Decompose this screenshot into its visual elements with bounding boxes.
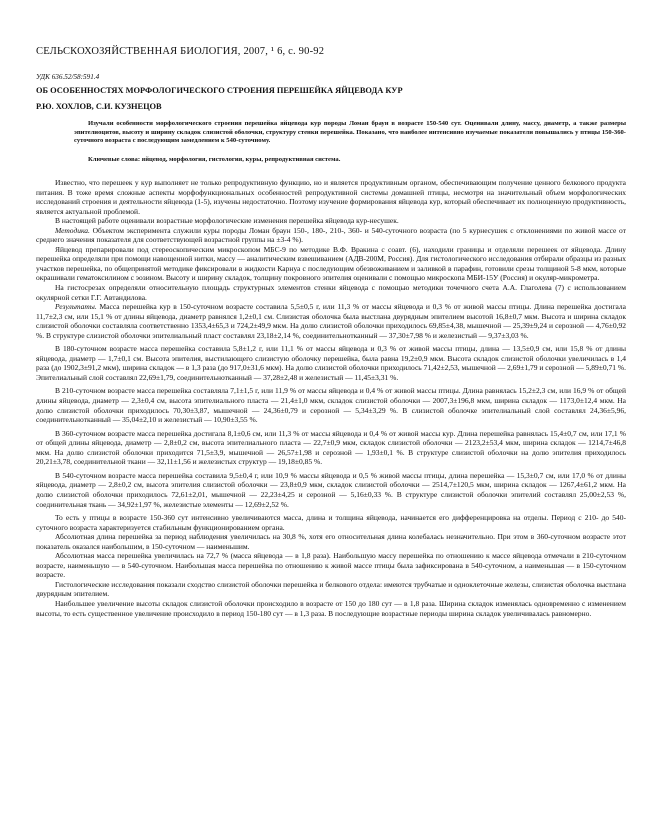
journal-header: СЕЛЬСКОХОЗЯЙСТВЕННАЯ БИОЛОГИЯ, 2007, ¹ 6, с. 90-92 (36, 46, 325, 57)
paragraph-aim: В настоящей работе оценивали возрастные морфологические изменения перешейка яйцевода кур-несушек. (55, 216, 399, 226)
paragraph-intro: Известно, что перешеек у кур выполняет не только репродуктивную функцию, но и является продуктивным органом, обеспечивающим получение ценного белкового продукта питания. В тоже время сложные аспекты морфофункциональных особенностей репродуктивной системы домашней птицы, несмотря на значительный объем морфологических исследований строения и деятельности яйцевода (1-5), изучены недостаточно. Поэтому изучение формирования яйцевода кур, который обеспечивает их полноценную продуктивность, является актуальной проблемой. (36, 178, 626, 216)
paragraph-results-360: В 360-суточном возрасте масса перешейка достигала 8,1±0,6 см, или 11,3 % от массы яйцевода и 0,4 % от живой массы кур. Длина перешейка равнялась 15,4±0,7 см, или 17,1 % от общей длины яйцевода, диаметр — 2,8±0,2 см, высота эпителиального пласта — 22,7±0,9 мкм, складок слизистой оболочки — 2123,2±53,4 мкм, ширина складок — 1214,7±46,8 мкм. На долю слизистой оболочки приходится 71,5±3,9, мышечной — 26,57±1,98 и серозной — 1,93±0,1 %. В структуре слизистой оболочки на долю эпителия приходилось 20,21±3,78, соединительной ткани — 32,11±1,56 и железистых структур — 19,18±0,85 %. (36, 428, 626, 467)
paragraph-results-150 (36, 302, 626, 340)
article-abstract: Изучали особенности морфологического строения перешейка яйцевода кур породы Ломан браун в возрасте 150-540 сут. Оценивали длину, массу, диаметр, а также размеры эпителиоцитов, высоту и ширину складок слизистой оболочки, структуру стенки перешейка. Показано, что наиболее интенсивно изучаемые показатели повышались у птицы 150-360-суточного возраста с последующим замедлением к 540-суточному. (74, 120, 626, 145)
udk-code: УДК 636.52/58:591.4 (36, 73, 100, 81)
article-authors: Р.Ю. ХОХЛОВ, С.И. КУЗНЕЦОВ (36, 102, 162, 111)
paragraph-preparation: Яйцевод препарировали под стереоскопическим микроскопом МБС-9 по методике В.Ф. Вракина с соавт. (6), находили границы и отделяли перешеек от яйцевода. Длину перешейка определяли при помощи навощенной нитки, массу — аналитическим взвешиванием (АДВ-200М, Россия). Для гистологического исследования отбирали образцы из разных участков перешейка, по общепринятой методике фиксировали в жидкости Карнуа с последующим обезвоживанием и заливкой в парафин, готовили срезы толщиной 5-8 мкм, которые окрашивали гематоксилином с эозином. Высоту и ширину складок, толщину покровного эпителия оценивали с помощью микроскопа МБИ-15У (Россия) и окуляр-микрометра. (36, 244, 626, 283)
article-title: ОБ ОСОБЕННОСТЯХ МОРФОЛОГИЧЕСКОГО СТРОЕНИЯ ПЕРЕШЕЙКА ЯЙЦЕВОДА КУР (36, 86, 403, 95)
paragraph-folds: Наибольшее увеличение высоты складок слизистой оболочки происходило в возрасте от 150 до 180 сут — в 1,8 раза. Ширина складок изменялась одновременно с изменением высоты, то есть существенное увеличение происходило в период 150-180 сут — в 1,3 раза. В последующие возрастные периоды ширина складок увеличивалась равномерно. (36, 598, 626, 618)
article-keywords: Ключевые слова: яйцевод, морфология, гистология, куры, репродуктивная система. (88, 156, 341, 163)
paragraph-results-210: В 210-суточном возрасте масса перешейка составляла 7,1±1,5 г, или 11,9 % от массы яйцевода и 0,4 % от живой массы птицы. Длина равнялась 15,2±2,3 см, или 16,9 % от общей длины яйцевода, диаметр — 2,3±0,4 см, высота эпителиального пласта — 21,4±1,0 мкм, складок слизистой оболочки — 2007,3±196,8 мкм, ширина складок — 1173,0±12,4 мкм. На долю слизистой оболочки приходилось 70,30±3,87, мышечной — 24,36±0,79 и серозной — 5,34±3,29 %. В слизистой оболочке эпителиальный слой составлял 24,36±5,96, соединительнотканный — 35,04±2,10 и железистый — 10,90±3,55 %. (36, 386, 626, 425)
section-label-results: Результаты. (55, 302, 97, 312)
paragraph-methods (36, 226, 626, 245)
article-body (36, 174, 626, 618)
section-label-methods: Методика. (55, 225, 90, 235)
paragraph-histology-results: Гистологические исследования показали сходство слизистой оболочки перешейка и белкового отдела: имеются трубчатые и одноклеточные железы, слизистая оболочка выстлана двурядным эпителием. (36, 579, 626, 599)
paragraph-results-180: В 180-суточном возрасте масса перешейка составила 5,8±1,2 г, или 11,1 % от массы яйцевода и 0,3 % от живой массы птицы, длина — 13,5±0,9 см, или 15,8 % от длины яйцевода, диаметр — 1,7±0,1 см. Высота эпителия, выстилающего слизистую оболочку перешейка, была равна 19,2±0,9 мкм. Высота складок слизистой оболочки увеличилась в 1,4 раза (до 1902,3±91,2 мкм), ширина складок — в 1,3 раза (до 917,0±31,6 мкм). На долю слизистой оболочки приходилось 71,42±2,53, мышечной — 2,69±1,79 и серозной — 5,89±0,71 %. Эпителиальный слой составлял 22,69±1,79, соединительнотканный — 37,28±2,48 и железистый — 11,45±3,31 %. (36, 344, 626, 382)
paragraph-histology: На гистосрезах определяли относительную площадь структурных элементов стенки яйцевода с помощью методики точечного счета А.А. Глаголева (7) с использованием окулярной сетки Г.Г. Автандилова. (36, 283, 626, 302)
paragraph-mass: Абсолютная масса перешейка увеличилась на 72,7 % (масса яйцевода — в 1,8 раза). Наибольшую массу перешейка по отношению к массе яйцевода отмечали в 210-суточном возрасте, наименьшую — в 540-суточном. Наибольшая масса перешейка по отношению к живой массе птицы была зафиксирована в 540-суточном, а наименьшая — в 150-суточном возрасте. (36, 551, 626, 580)
paragraph-results-540: В 540-суточном возрасте масса перешейка составила 9,5±0,4 г, или 10,9 % массы яйцевода и 0,5 % живой массы птицы, длина перешейка — 15,3±0,7 см, или 17,0 % от длины яйцевода, диаметр — 2,8±0,2 см, высота эпителия слизистой оболочки — 23,8±0,9 мкм, складок слизистой оболочки — 2514,7±120,5 мкм, ширина складок — 1267,4±61,2 мкм. На долю слизистой оболочки приходилось 72,61±2,01, мышечной — 22,23±4,25 и серозной — 5,16±0,33 %. В структуре слизистой оболочки эпителий составлял 25,00±2,53 %, соединительная ткань — 34,92±1,97 %, железистые элементы — 12,69±2,52 %. (36, 470, 626, 509)
paragraph-conclusion-growth: То есть у птицы в возрасте 150-360 сут интенсивно увеличиваются масса, длина и толщина яйцевода, начинается его дифференцировка на отделы. Период с 210- до 540-суточного возраста характеризуется стабильным функционированием органа. (36, 513, 626, 532)
paragraph-length: Абсолютная длина перешейка за период наблюдения увеличилась на 30,8 %, хотя его относительная длина колебалась незначительно. При этом в 360-суточном возрасте этот показатель оказался наибольшим, в 150-суточном — наименьшим. (36, 532, 626, 551)
paragraph-results-150-text: Масса перешейка кур в 150-суточном возрасте составила 5,5±0,5 г, или 11,3 % от массы яйцевода и 0,3 % от живой массы птицы. Длина перешейка достигала 11,7±2,3 см, или 15,1 % от длины яйцевода, диаметр равнялся 1,2±0,1 см. Слизистая оболочка была выстлана двурядным эпителием высотой 16,8±0,7 мкм. Высота и ширина складок слизистой оболочки составляла соответственно 1353,4±65,3 и 724,2±49,9 мкм. На долю слизистой оболочки приходилось 69,85±4,38, мышечной — 25,39±9,24 и серозной — 4,76±0,92 %. В структуре слизистой оболочки эпителиальный пласт составлял 23,18±2,14 %, соединительнотканный — 37,30±7,98 % и железистый — 9,37±3,03 %. (36, 302, 626, 340)
paragraph-methods-text: Объектом эксперимента служили куры породы Ломан браун 150-, 180-, 210-, 360- и 540-суточного возраста (по 5 курнесушек с отклонениями по живой массе от среднего значения показателя для соответствующей возрастной группы на ±3-4 %). (36, 225, 626, 245)
